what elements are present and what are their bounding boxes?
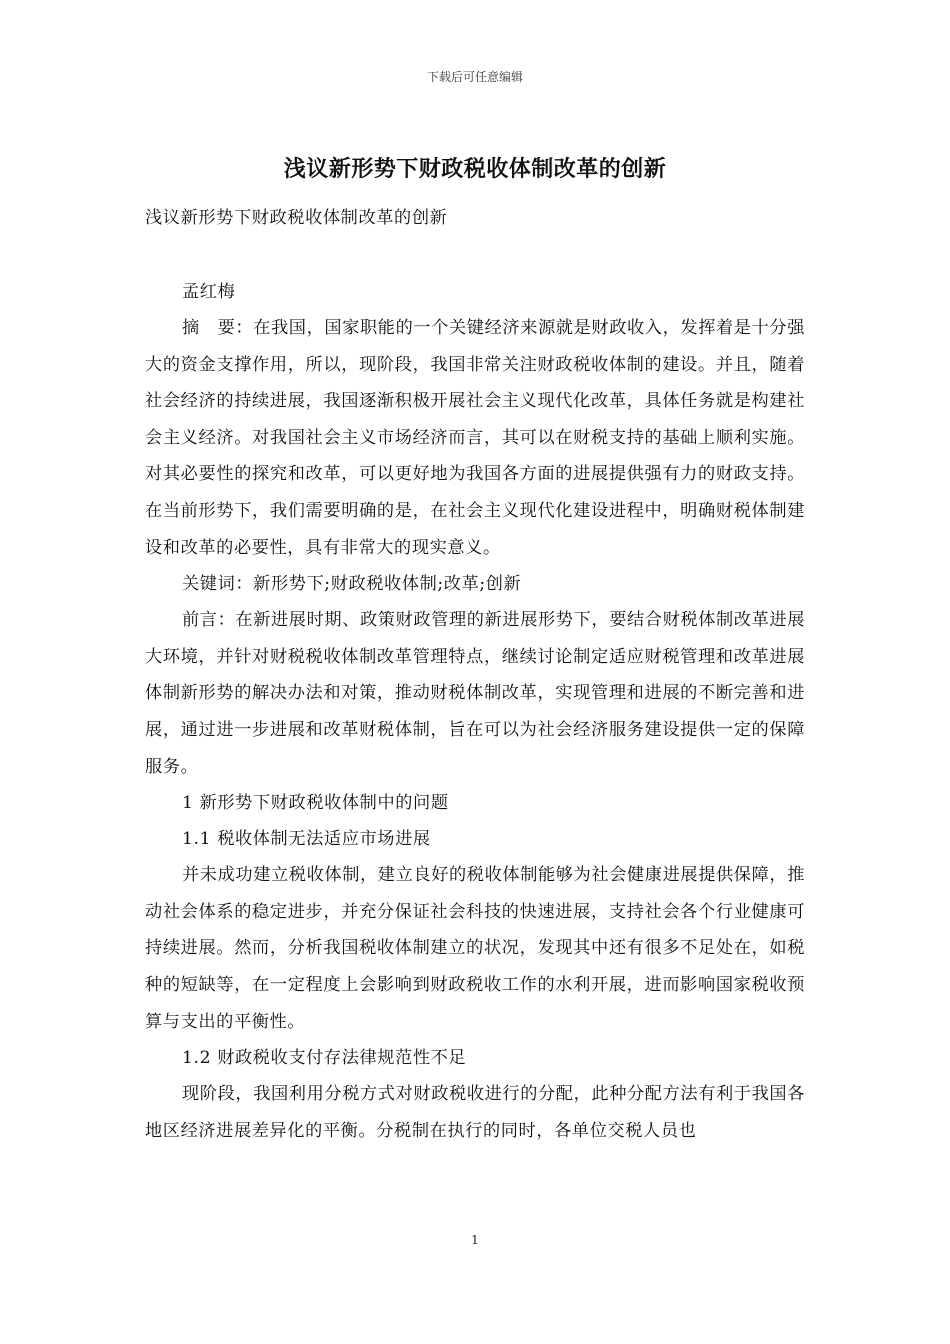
keywords: 关键词：新形势下;财政税收体制;改革;创新 [182,574,522,595]
author: 孟红梅 [182,282,236,302]
document-title: 浅议新形势下财政税收体制改革的创新 [283,156,667,182]
subtitle: 浅议新形势下财政税收体制改革的创新 [145,208,448,228]
page-number: 1 [471,1233,479,1247]
preface-paragraph: 前言：在新进展时期、政策财政管理的新进展形势下，要结合财税体制改革进展大环境，并针对财税税收体制改革管理特点，继续讨论制定适应财税管理和改革进展体制新形势的解决办法和对策，推动财税体制改革，实现管理和进展的不断完善和进展，通过进一步进展和改革财税体制，旨在可以为社会经济服务建设提供一定的保障服务。 [145,610,805,777]
subsection-heading: 1.2 财政税收支付存法律规范性不足 [182,1048,467,1069]
spacer [145,236,805,274]
page-header: 下载后可任意编辑 [426,70,523,84]
document-body [145,200,805,1149]
section-heading: 1 新形势下财政税收体制中的问题 [182,793,449,814]
body-paragraph: 并未成功建立税收体制，建立良好的税收体制能够为社会健康进展提供保障，推动社会体系的稳定进步，并充分保证社会科技的快速进展，支持社会各个行业健康可持续进展。然而，分析我国税收体制建立的状况，发现其中还有很多不足处在，如税种的短缺等，在一定程度上会影响到财政税收工作的水利开展，进而影响国家税收预算与支出的平衡性。 [145,865,805,1032]
body-paragraph: 现阶段，我国利用分税方式对财政税收进行的分配，此种分配方法有利于我国各地区经济进展差异化的平衡。分税制在执行的同时，各单位交税人员也 [145,1084,805,1141]
abstract-paragraph: 摘 要：在我国，国家职能的一个关键经济来源就是财政收入，发挥着是十分强大的资金支撑作用，所以，现阶段，我国非常关注财政税收体制的建设。并且，随着社会经济的持续进展，我国逐渐积极开展社会主义现代化改革，具体任务就是构建社会主义经济。对我国社会主义市场经济而言，其可以在财税支持的基础上顺利实施。对其必要性的探究和改革，可以更好地为我国各方面的进展提供强有力的财政支持。在当前形势下，我们需要明确的是，在社会主义现代化建设进程中，明确财税体制建设和改革的必要性，具有非常大的现实意义。 [145,318,805,558]
subsection-heading: 1.1 税收体制无法适应市场进展 [182,829,431,850]
